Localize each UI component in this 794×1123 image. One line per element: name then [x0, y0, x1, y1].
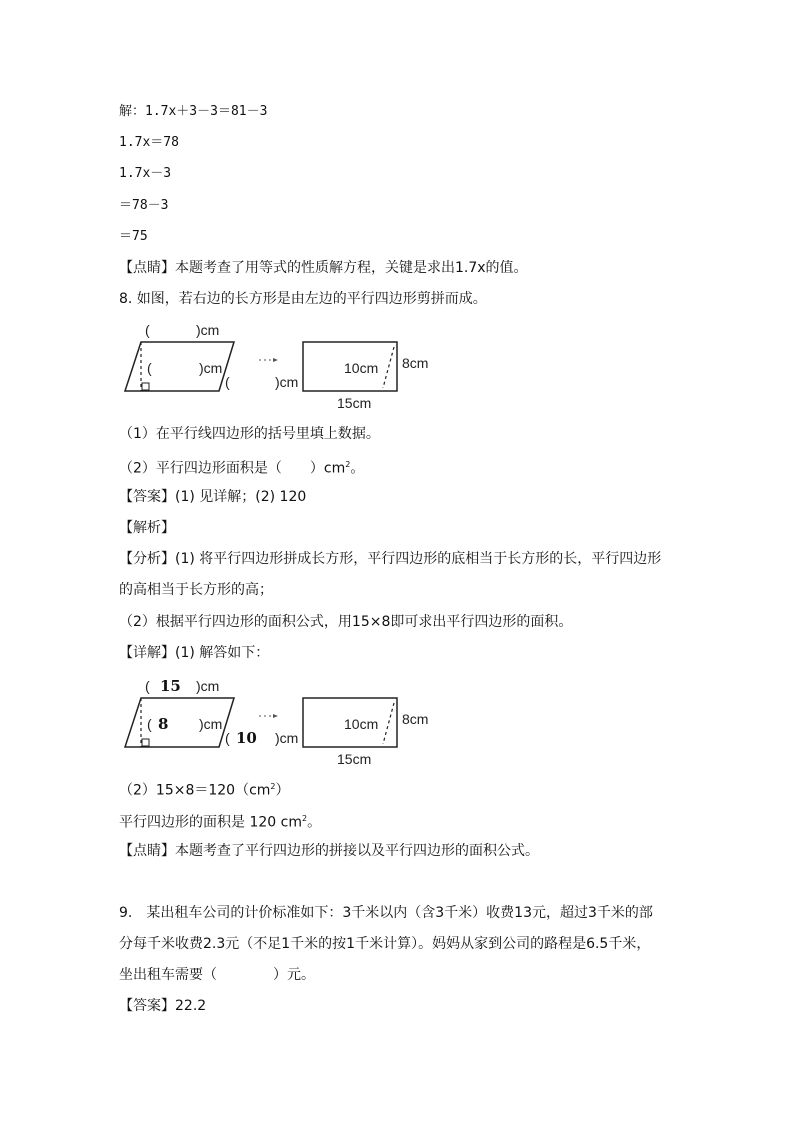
q8-sub1: （1）在平行线四边形的括号里填上数据。 — [119, 426, 380, 442]
top-unit: )cm — [196, 322, 220, 338]
solution-line-5: ＝75 — [119, 229, 148, 244]
rect-height-label: 8cm — [402, 711, 429, 727]
mid-open-paren: ( — [147, 360, 152, 376]
solution-comment: 【点睛】本题考查了用等式的性质解方程，关键是求出1.7x的值。 — [119, 260, 528, 276]
right-open-paren: ( — [225, 374, 230, 390]
mid-open-paren: ( — [147, 716, 152, 732]
filled-right-value: 10 — [236, 729, 257, 747]
solution-line-3: 1.7x－3 — [119, 166, 172, 181]
top-open-paren: ( — [145, 322, 150, 338]
q8-analysis-3: （2）根据平行四边形的面积公式，用15×8即可求出平行四边形的面积。 — [119, 614, 573, 630]
rectangle-cut-line — [383, 703, 394, 744]
top-open-paren: ( — [145, 678, 150, 694]
rect-height-label: 8cm — [402, 355, 429, 371]
rect-inner-label: 10cm — [344, 716, 379, 732]
q9-answer: 【答案】22.2 — [119, 998, 207, 1014]
q8-analysis-header: 【解析】 — [119, 520, 175, 536]
mid-unit: )cm — [199, 716, 223, 732]
q8-figure-answer — [118, 676, 448, 766]
q8-analysis-1: 【分析】(1) 将平行四边形拼成长方形，平行四边形的底相当于长方形的长，平行四边形 — [119, 551, 662, 567]
rect-width-label: 15cm — [337, 751, 372, 767]
q8-answer: 【答案】(1) 见详解；(2) 120 — [119, 489, 307, 505]
q8-comment: 【点睛】本题考查了平行四边形的拼接以及平行四边形的面积公式。 — [119, 843, 539, 859]
arrow-head — [273, 714, 278, 718]
mid-unit: )cm — [199, 360, 223, 376]
rectangle-cut-line — [383, 347, 394, 388]
q9-line-3: 坐出租车需要（ ）元。 — [119, 967, 315, 983]
q9-line-1: 9. 某出租车公司的计价标准如下：3千米以内（含3千米）收费13元，超过3千米的部 — [119, 905, 653, 921]
right-angle-mark — [142, 383, 149, 390]
solution-line-2: 1.7x＝78 — [119, 135, 179, 150]
q8-title: 8. 如图，若右边的长方形是由左边的平行四边形剪拼而成。 — [119, 291, 487, 307]
right-angle-mark — [142, 739, 149, 746]
q8-detail: 【详解】(1) 解答如下： — [119, 645, 270, 661]
solution-line-4: ＝78－3 — [119, 198, 169, 213]
rect-inner-label: 10cm — [344, 360, 379, 376]
right-unit: )cm — [275, 730, 299, 746]
q8-area: 平行四边形的面积是 120 $cm^2$。 — [119, 814, 322, 831]
rect-width-label: 15cm — [337, 395, 372, 411]
q9-line-2: 分每千米收费2.3元（不足1千米的按1千米计算）。妈妈从家到公司的路程是6.5千米， — [119, 936, 651, 952]
solution-line-1: 解：1.7x＋3－3＝81－3 — [119, 104, 268, 119]
arrow-head — [273, 358, 278, 362]
right-open-paren: ( — [225, 730, 230, 746]
q8-figure-question — [118, 320, 448, 410]
right-unit: )cm — [275, 374, 299, 390]
q8-sub2: （2）平行四边形面积是（ ）$cm^2$。 — [119, 460, 365, 477]
q8-calc: $(2)15\times 8=120(cm^2)$ — [119, 782, 290, 799]
filled-top-value: 15 — [160, 677, 181, 695]
filled-mid-value: 8 — [158, 715, 169, 733]
top-unit: )cm — [196, 678, 220, 694]
q8-analysis-2: 的高相当于长方形的高； — [119, 582, 273, 598]
